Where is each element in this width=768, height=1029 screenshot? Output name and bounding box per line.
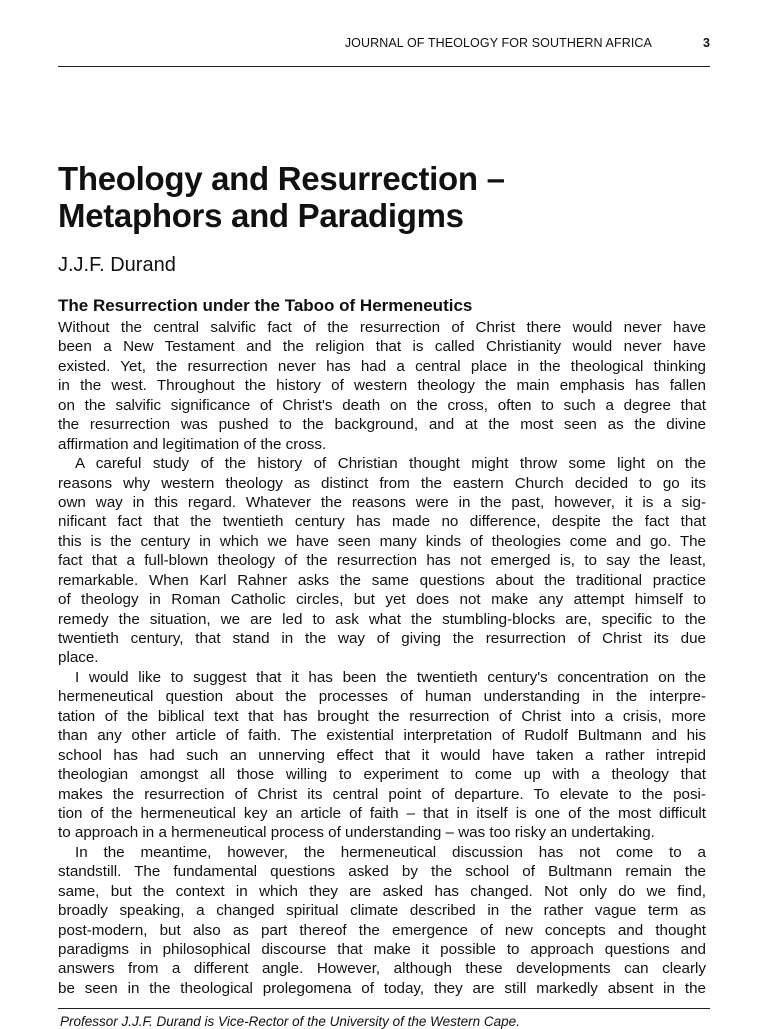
body-line: reasons why western theology as distinct from the eastern Church decided to go its bbox=[58, 474, 706, 492]
body-line: same, but the context in which they are asked has changed. Not only do we find, bbox=[58, 882, 706, 900]
body-line: paradigms in philosophical discourse that make it possible to approach questions and bbox=[58, 941, 706, 958]
body-line: been a New Testament and the religion that is called Christianity would never have bbox=[58, 338, 706, 356]
body-line: twentieth century, that stand in the way of giving the resurrection of Christ its due bbox=[58, 630, 706, 647]
author-name: J.J.F. Durand bbox=[58, 254, 176, 276]
body-line: existed. Yet, the resurrection never has had a central place in the theological thinking bbox=[58, 357, 706, 375]
header-rule bbox=[58, 66, 710, 67]
body-line: nificant fact that the twentieth century has made no difference, despite the fact that bbox=[58, 513, 706, 531]
body-line: post-modern, but also as part thereof the emergence of new concepts and thought bbox=[58, 921, 706, 939]
article-title-line-2: Metaphors and Paradigms bbox=[58, 197, 464, 234]
running-head bbox=[58, 36, 710, 54]
body-line: to approach in a hermeneutical process of understanding – was too risky an undertaking. bbox=[58, 824, 655, 842]
body-line: A careful study of the history of Christian thought might throw some light on the bbox=[75, 455, 706, 473]
article-title bbox=[58, 160, 708, 234]
body-line: makes the resurrection of Christ its central point of departure. To elevate to the posi- bbox=[58, 785, 706, 803]
body-line: tation of the biblical text that has brought the resurrection of Christ into a crisis, more bbox=[58, 707, 706, 725]
author-footnote: Professor J.J.F. Durand is Vice-Rector of the University of the Western Cape. bbox=[60, 1014, 520, 1029]
body-line: in the west. Throughout the history of western theology the main emphasis has fallen bbox=[58, 377, 706, 395]
body-line: fact that a full-blown theology of the resurrection has not emerged is, to say the least, bbox=[58, 552, 706, 570]
body-text bbox=[58, 318, 706, 998]
body-line: this is the century in which we have seen many kinds of theologies come and go. The bbox=[58, 532, 706, 550]
journal-title: JOURNAL OF THEOLOGY FOR SOUTHERN AFRICA bbox=[344, 36, 652, 50]
body-line: affirmation and legitimation of the cross. bbox=[58, 435, 327, 453]
body-line: than any other article of faith. The existential interpretation of Rudolf Bultmann and his bbox=[58, 727, 706, 745]
body-line: place. bbox=[58, 649, 99, 667]
body-line: I would like to suggest that it has been the twentieth century's concentration on the bbox=[75, 668, 706, 686]
body-line: tion of the hermeneutical key an article of faith – that in itself is one of the most difficult bbox=[58, 804, 706, 822]
body-line: on the salvific significance of Christ's death on the cross, often to such a degree that bbox=[58, 396, 706, 414]
article-title-line-1: Theology and Resurrection – bbox=[58, 160, 505, 197]
body-line: hermeneutical question about the processes of human understanding in the interpre- bbox=[58, 688, 706, 706]
footnote-rule bbox=[58, 1008, 710, 1009]
body-line: theologian amongst all those willing to experiment to come up with a theology that bbox=[58, 766, 706, 784]
page-number: 3 bbox=[702, 36, 710, 50]
body-line: be seen in the theological prolegomena of today, they are still markedly absent in the bbox=[58, 979, 706, 997]
body-line: broadly speaking, a changed spiritual climate described in the rather vague term as bbox=[58, 902, 706, 920]
body-line: remedy the situation, we are led to ask what the stumbling-blocks are, specific to the bbox=[58, 610, 706, 628]
body-line: the resurrection was pushed to the background, and at the most seen as the divine bbox=[58, 416, 706, 434]
body-line: school has had such an unnerving effect that it would have taken a rather intrepid bbox=[58, 746, 706, 764]
body-line: In the meantime, however, the hermeneutical discussion has not come to a bbox=[75, 843, 706, 861]
body-line: of theology in Roman Catholic circles, but yet does not make any attempt himself to bbox=[58, 591, 706, 609]
section-heading: The Resurrection under the Taboo of Hermeneutics bbox=[58, 296, 473, 315]
body-line: standstill. The fundamental questions asked by the school of Bultmann remain the bbox=[58, 863, 706, 881]
body-line: remarkable. When Karl Rahner asks the same questions about the traditional practice bbox=[58, 571, 706, 589]
body-line: answers from a different angle. However, although these developments can clearly bbox=[58, 960, 706, 978]
body-line: Without the central salvific fact of the resurrection of Christ there would never have bbox=[58, 319, 706, 336]
body-line: own way in this regard. Whatever the reasons were in the past, however, it is a sig- bbox=[58, 493, 706, 511]
